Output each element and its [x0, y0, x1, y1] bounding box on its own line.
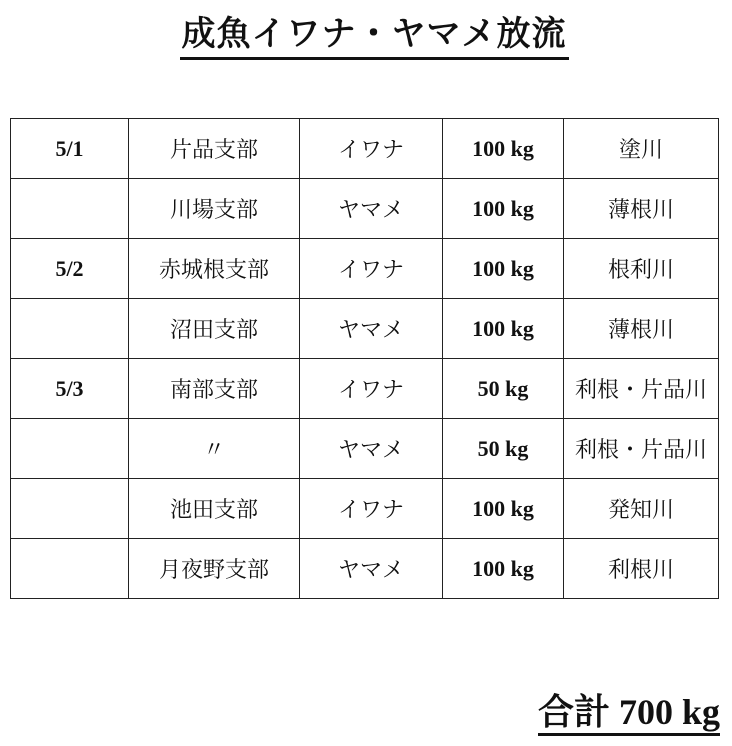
river-cell: 根利川 [564, 239, 719, 299]
fish-cell: ヤマメ [300, 179, 443, 239]
river-cell: 薄根川 [564, 299, 719, 359]
amount-cell: 100 kg [443, 479, 564, 539]
fish-cell: ヤマメ [300, 299, 443, 359]
table-row [11, 479, 719, 539]
page-title [0, 6, 732, 60]
branch-cell: 月夜野支部 [129, 539, 300, 599]
date-cell: 5/3 [11, 359, 129, 419]
river-cell: 発知川 [564, 479, 719, 539]
table-row [11, 359, 719, 419]
page-title-text: 成魚イワナ・ヤマメ放流 [180, 6, 569, 60]
table-row [11, 119, 719, 179]
amount-cell: 100 kg [443, 239, 564, 299]
table-row [11, 179, 719, 239]
branch-cell: 片品支部 [129, 119, 300, 179]
date-cell [11, 539, 129, 599]
river-cell: 利根・片品川 [564, 419, 719, 479]
fish-cell: ヤマメ [300, 419, 443, 479]
river-cell: 塗川 [564, 119, 719, 179]
amount-cell: 100 kg [443, 299, 564, 359]
table-row [11, 299, 719, 359]
fish-cell: ヤマメ [300, 539, 443, 599]
date-cell: 5/1 [11, 119, 129, 179]
river-cell: 利根・片品川 [564, 359, 719, 419]
river-cell: 薄根川 [564, 179, 719, 239]
amount-cell: 100 kg [443, 539, 564, 599]
amount-cell: 50 kg [443, 419, 564, 479]
table-row [11, 539, 719, 599]
date-cell [11, 179, 129, 239]
date-cell [11, 299, 129, 359]
branch-cell: 〃 [129, 419, 300, 479]
amount-cell: 100 kg [443, 179, 564, 239]
release-table [10, 118, 719, 599]
amount-cell: 100 kg [443, 119, 564, 179]
date-cell: 5/2 [11, 239, 129, 299]
amount-cell: 50 kg [443, 359, 564, 419]
fish-cell: イワナ [300, 359, 443, 419]
table-row [11, 419, 719, 479]
table-row [11, 239, 719, 299]
date-cell [11, 419, 129, 479]
branch-cell: 沼田支部 [129, 299, 300, 359]
branch-cell: 赤城根支部 [129, 239, 300, 299]
river-cell: 利根川 [564, 539, 719, 599]
fish-cell: イワナ [300, 239, 443, 299]
date-cell [11, 479, 129, 539]
fish-cell: イワナ [300, 119, 443, 179]
branch-cell: 池田支部 [129, 479, 300, 539]
total-text: 合計 700 kg [538, 692, 720, 736]
branch-cell: 川場支部 [129, 179, 300, 239]
branch-cell: 南部支部 [129, 359, 300, 419]
total-amount [538, 684, 720, 735]
fish-cell: イワナ [300, 479, 443, 539]
